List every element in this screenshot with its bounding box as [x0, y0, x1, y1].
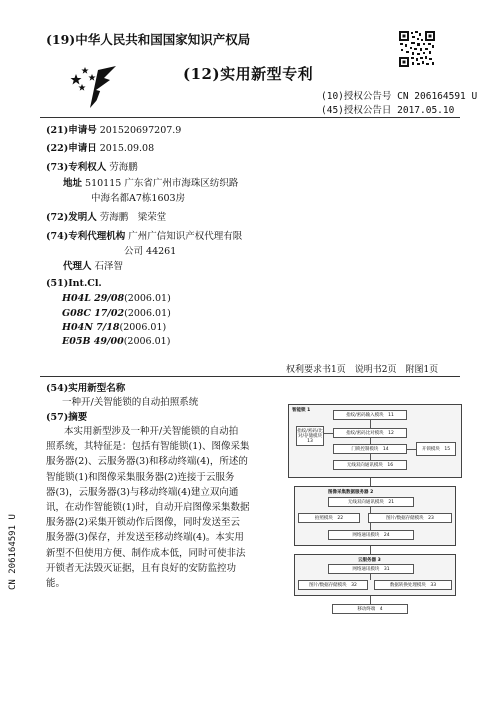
document-type: (12)实用新型专利 — [183, 65, 314, 83]
abstract-line: 服务器(2)、云服务器(3)和移动终端(4)，所述的 — [46, 456, 248, 468]
connector — [370, 507, 371, 513]
unlock-module-box: 开锁模块 15 — [416, 442, 456, 456]
abstract-label: (57)摘要 — [46, 412, 88, 423]
abstract-line: 服务器(3)保存，并发送至移动终端(4)。本实用 — [46, 532, 244, 544]
mobile-terminal-box: 移动终端 4 — [332, 604, 408, 614]
connector — [324, 433, 333, 434]
connector — [370, 438, 371, 444]
connector — [370, 478, 371, 486]
abstract-text — [46, 424, 272, 591]
authority-name: (19)中华人民共和国国家知识产权局 — [46, 32, 251, 47]
address-line-2: 中海名都A7栋1603房 — [91, 193, 186, 204]
patentee-label: (73)专利权人 — [46, 162, 107, 173]
ipc-row — [62, 336, 170, 347]
patentee-value: 劳海鹏 — [109, 162, 138, 173]
ipc-row — [62, 293, 171, 304]
patent-agency-line-1: 广州广信知识产权代理有限 — [128, 231, 243, 242]
side-publication-number: CN 206164591 U — [8, 514, 18, 590]
abstract-line: 本实用新型涉及一种开/关智能锁的自动拍 — [64, 426, 239, 437]
wireless-comm-box-1: 无线双向通讯模块 16 — [333, 460, 407, 470]
ipc-code: E05B 49/00 — [62, 336, 124, 347]
ipc-code: H04N 7/18 — [62, 322, 120, 333]
lock-control-box: 门锁控制模块 14 — [333, 444, 407, 454]
cloud-server-label: 云服务器 3 — [358, 558, 381, 563]
pages-info: 权利要求书1页 说明书2页 附图1页 — [286, 365, 439, 375]
camera-module-box: 拍照模块 22 — [298, 513, 360, 523]
patentee — [46, 159, 138, 173]
application-number — [46, 122, 181, 136]
data-storage-box-3: 图片/数据存储模块 32 — [298, 580, 368, 590]
abstract-line: 照系统，其特征是：包括有智能锁(1)、图像采集 — [46, 441, 250, 453]
header-divider — [40, 117, 460, 118]
address-line-1: 510115 广东省广州市海珠区纺织路 — [85, 178, 239, 189]
abstract-line: 讯，在动作智能锁(1)时，自动开启图像采集数据 — [46, 502, 250, 514]
wireless-comm-box-2: 无线双向通讯模块 21 — [328, 497, 414, 507]
publication-number-label: (10)授权公告号 — [321, 91, 392, 102]
smart-lock-label: 智能锁 1 — [292, 408, 311, 413]
application-date-label: (22)申请日 — [46, 143, 97, 154]
patent-agency-label: (74)专利代理机构 — [46, 231, 126, 242]
connector — [370, 574, 371, 580]
publication-date — [321, 102, 454, 116]
cnipa-emblem — [70, 64, 118, 110]
inventors-value: 劳海鹏 梁荣堂 — [99, 212, 167, 223]
network-comm-box-3: 网络通讯模块 31 — [328, 564, 414, 574]
pages-divider — [40, 376, 460, 377]
connector — [370, 596, 371, 604]
abstract-drawing — [288, 404, 464, 704]
publication-number-value: CN 206164591 U — [397, 91, 478, 102]
ipc-code: H04L 29/08 — [62, 293, 125, 304]
patent-agency — [46, 228, 242, 242]
qr-code — [398, 30, 436, 68]
fingerprint-compare-box: 指纹/密码比对模块 12 — [333, 428, 407, 438]
connector — [370, 546, 371, 554]
utility-model-title: 一种开/关智能锁的自动拍照系统 — [62, 397, 199, 408]
ipc-row — [62, 322, 166, 333]
fingerprint-input-box: 指纹/密码输入模块 11 — [333, 410, 407, 420]
agent — [63, 258, 123, 272]
data-process-box: 数据转换处理模块 33 — [374, 580, 452, 590]
ipc-row — [62, 308, 171, 319]
abstract-line: 器(3)，云服务器(3)与移动终端(4)建立双向通 — [46, 486, 239, 498]
title-label: (54)实用新型名称 — [46, 383, 126, 394]
publication-date-label: (45)授权公告日 — [321, 105, 392, 116]
ipc-code: G08C 17/02 — [62, 308, 125, 319]
patent-agency-line-2: 公司 44261 — [124, 246, 177, 257]
abstract-line: 开锁者无法毁灭证据，且有良好的安防监控功 — [46, 562, 237, 574]
inventors-label: (72)发明人 — [46, 212, 97, 223]
abstract-line: 新型不但使用方便、制作成本低，同时可使非法 — [46, 547, 246, 559]
fingerprint-storage-box: 指纹/密码/比对/存储模块 13 — [296, 426, 324, 446]
connector — [370, 523, 371, 530]
publication-date-value: 2017.05.10 — [397, 105, 455, 116]
image-server-label: 图像采集数据服务器 2 — [328, 490, 374, 495]
connector — [370, 420, 371, 428]
ipc-version: (2006.01) — [124, 308, 171, 319]
connector — [407, 449, 416, 450]
publication-number — [321, 88, 477, 102]
application-date — [46, 140, 154, 154]
abstract-line: 服务器(2)采集开锁动作后图像，同时发送至云 — [46, 517, 240, 529]
address — [63, 175, 238, 189]
agent-value: 石泽智 — [94, 261, 124, 272]
ipc-version: (2006.01) — [119, 322, 167, 333]
inventors — [46, 209, 166, 223]
agent-label: 代理人 — [63, 261, 92, 272]
ipc-version: (2006.01) — [124, 293, 171, 304]
application-number-label: (21)申请号 — [46, 125, 97, 136]
network-comm-box-2: 网络通讯模块 24 — [328, 530, 414, 540]
connector — [370, 454, 371, 460]
address-label: 地址 — [63, 178, 83, 189]
int-cl-label: (51)Int.Cl. — [46, 278, 102, 289]
abstract-line: 智能锁(1)和图像采集服务器(2)连接于云服务 — [46, 471, 235, 483]
ipc-version: (2006.01) — [123, 336, 171, 347]
abstract-line: 能。 — [46, 578, 66, 590]
image-storage-box: 图片/数据存储模块 23 — [368, 513, 452, 523]
application-number-value: 201520697207.9 — [99, 125, 182, 136]
application-date-value: 2015.09.08 — [99, 143, 155, 154]
